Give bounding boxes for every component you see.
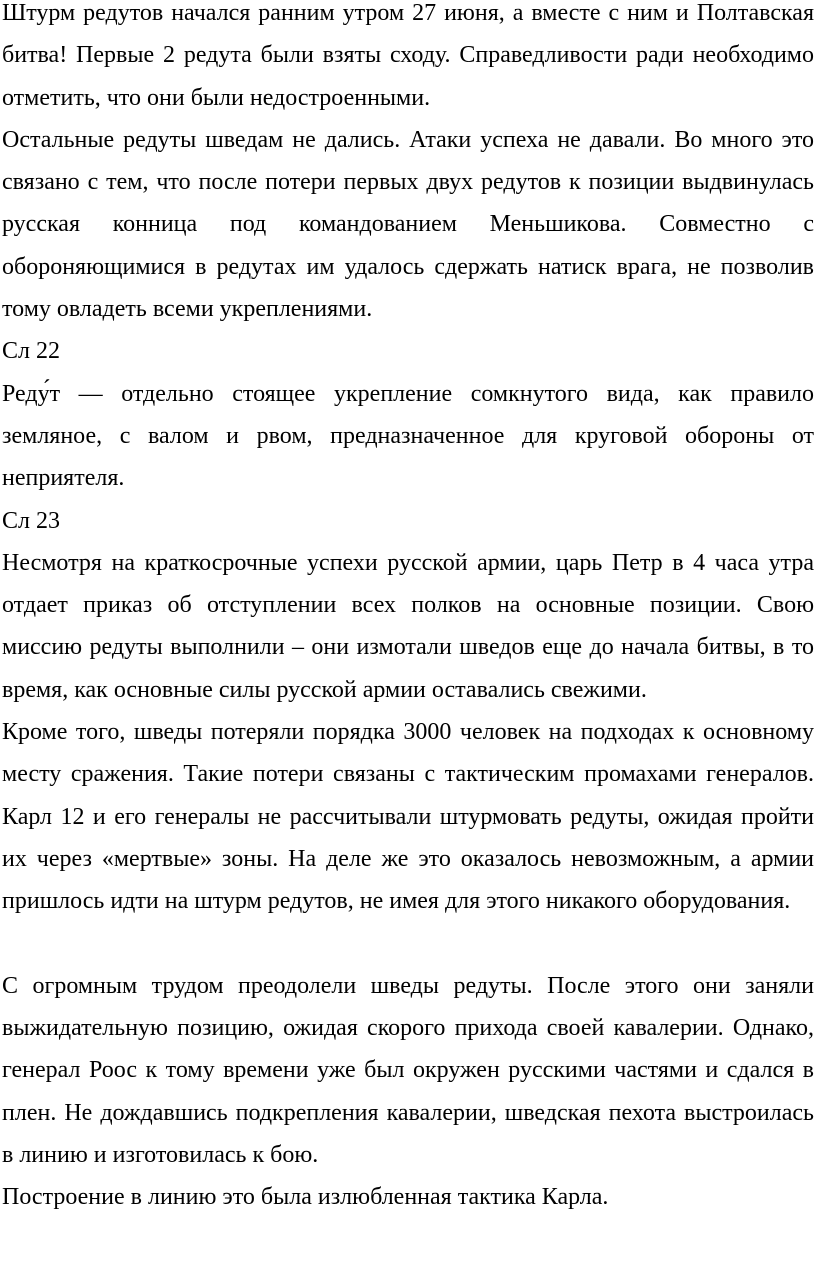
paragraph-line-tactic: Построение в линию это была излюбленная тактика Карла. — [2, 1184, 609, 1211]
paragraph-swedish-losses: Кроме того, шведы потеряли порядка 3000 человек на подходах к основному месту сражения. Такие потери связаны с тактическим промахами генералов. Карл 12 и его генералы не рассчитывали штурмовать редуты, ожидая пройти их через «мертвые» зоны. На деле же это оказалось невозможным, а армии пришлось идти на штурм редутов, не имея для этого никакого оборудования. — [2, 719, 814, 915]
paragraph-redoubt-assault: Штурм редутов начался ранним утром 27 июня, а вместе с ним и Полтавская битва! Первые 2 редута были взяты сходу. Справедливости ради необходимо отметить, что они были недостроенными. — [2, 0, 814, 111]
slide-label-22: Сл 22 — [2, 338, 60, 365]
paragraph-remaining-redoubts: Остальные редуты шведам не дались. Атаки успеха не давали. Во много это связано с тем, что после потери первых двух редутов к позиции выдвинулась русская конница под командованием Меньшикова. Совместно с обороняющимися в редутах им удалось сдержать натиск врага, не позволив тому овладеть всеми укреплениями. — [2, 126, 814, 323]
slide-label-23: Сл 23 — [2, 507, 60, 534]
paragraph-swedes-overcome: С огромным трудом преодолели шведы редуты. После этого они заняли выжидательную позицию, ожидая скорого прихода своей кавалерии. Однако, генерал Роос к тому времени уже был окружен русскими частями и сдался в плен. Не дождавшись подкрепления кавалерии, шведская пехота выстроилась в линию и изготовилась к бою. — [2, 972, 814, 1169]
blank-line — [2, 923, 814, 965]
paragraph-redoubt-definition: Реду́т — отдельно стоящее укрепление сомкнутого вида, как правило земляное, с валом и рвом, предназначенное для круговой обороны от неприятеля. — [2, 380, 814, 492]
paragraph-retreat-order: Несмотря на краткосрочные успехи русской армии, царь Петр в 4 часа утра отдает приказ об отступлении всех полков на основные позиции. Свою миссию редуты выполнили – они измотали шведов еще до начала битвы, в то время, как основные силы русской армии оставались свежими. — [2, 549, 814, 703]
